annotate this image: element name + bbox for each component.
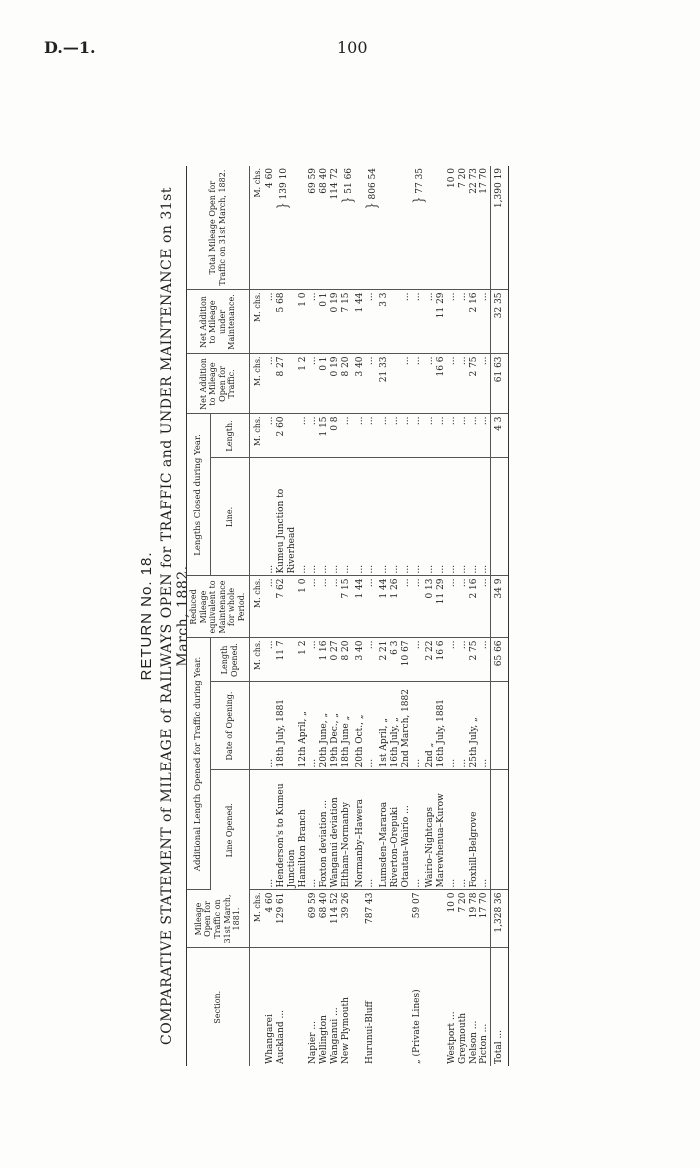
length-opened-cell: ... <box>308 638 319 682</box>
net-open-cell: 0 19 <box>330 354 341 414</box>
open-1881-cell: 4 60 <box>265 890 276 948</box>
net-open-cell: ... <box>425 354 436 414</box>
section-cell: Nelson ... <box>468 1020 479 1064</box>
length-opened-cell: 2 21 <box>379 638 390 682</box>
closed-line-cell: ... <box>390 458 401 576</box>
total-1882-cell <box>425 166 436 290</box>
closed-line-cell: ... <box>379 458 390 576</box>
line-opened-cell: Otautau–Wairio ... <box>401 770 412 890</box>
total-1882-value: 51 66 <box>343 167 354 194</box>
header-net-maint: Net Addition to Mileage under Maintenance. <box>187 290 250 354</box>
reduced-cell: ... <box>458 576 469 638</box>
net-open-cell: ... <box>447 354 458 414</box>
header-length-opened: Length Opened. <box>211 638 249 682</box>
net-maint-cell: ... <box>479 290 490 354</box>
line-opened-cell: ... <box>412 770 426 890</box>
reduced-cell: ... <box>365 576 379 638</box>
closed-line-cell: ... <box>330 458 341 576</box>
section-cell: Greymouth <box>457 1012 468 1064</box>
length-opened-cell: 11 7 <box>276 638 298 682</box>
open-1881-cell: 787 43 <box>365 890 379 948</box>
header-closed-length: Length. <box>211 414 249 458</box>
length-opened-cell: 10 67 <box>401 638 412 682</box>
table-row <box>330 166 341 1066</box>
date-opening-cell: 1st April, „ <box>379 682 390 770</box>
closed-line-cell: ... <box>436 458 447 576</box>
closed-length-cell: ... <box>447 414 458 458</box>
closed-length-cell: ... <box>412 414 426 458</box>
closed-length-cell: 0 8 <box>330 414 341 458</box>
total-open-1881: 1,328 36 <box>491 890 509 948</box>
line-opened-cell: Riverton–Orepuki <box>390 770 401 890</box>
length-opened-cell: 6 3 <box>390 638 401 682</box>
open-1881-cell: 7 20 <box>458 890 469 948</box>
closed-line-cell: ... <box>298 458 309 576</box>
unit-cell: M. chs. <box>249 890 265 948</box>
open-1881-cell: 17 70 <box>479 890 490 948</box>
brace-icon: } <box>409 196 427 204</box>
closed-length-cell: 2 60 <box>276 414 298 458</box>
open-1881-cell <box>425 890 436 948</box>
section-cell: Wellington <box>319 1015 330 1064</box>
section-cell: Westport ... <box>446 1011 457 1064</box>
line-opened-cell: ... <box>308 770 319 890</box>
open-1881-cell: 19 78 <box>469 890 480 948</box>
net-open-cell <box>390 354 401 414</box>
net-open-cell: ... <box>479 354 490 414</box>
table-row <box>458 166 469 1066</box>
net-maint-cell: 3 3 <box>379 290 390 354</box>
closed-line-cell: ... <box>308 458 319 576</box>
section-cell: Auckland ... <box>275 1009 286 1064</box>
closed-length-cell: ... <box>479 414 490 458</box>
line-opened-cell: ... <box>265 770 276 890</box>
open-1881-cell <box>379 890 390 948</box>
closed-line-cell: ... <box>319 458 330 576</box>
unit-cell: M. chs. <box>249 414 265 458</box>
total-1882-cell <box>355 166 366 290</box>
unit-cell: M. chs. <box>249 576 265 638</box>
date-opening-cell: 20th June, „ <box>319 682 330 770</box>
total-1882-cell <box>273 166 298 290</box>
length-opened-cell: ... <box>412 638 426 682</box>
closed-line-cell: ... <box>401 458 412 576</box>
net-open-cell: 8 20 <box>341 354 355 414</box>
unit-cell: M. chs. <box>249 638 265 682</box>
unit-cell: M. chs. <box>249 354 265 414</box>
table-row <box>265 166 276 1066</box>
section-cell: Whangarei <box>265 1014 276 1064</box>
brace-icon: } <box>363 202 381 210</box>
net-open-cell: 16 6 <box>436 354 447 414</box>
net-maint-cell <box>390 290 401 354</box>
length-opened-cell: ... <box>447 638 458 682</box>
total-1882-value: 139 10 <box>278 167 289 200</box>
page-number: 100 <box>337 38 368 57</box>
section-cell <box>390 948 401 1066</box>
total-1882-cell <box>338 166 356 290</box>
reduced-cell: 1 44 <box>355 576 366 638</box>
closed-length-cell: ... <box>436 414 447 458</box>
date-opening-cell: 25th July, „ <box>469 682 480 770</box>
net-open-cell: ... <box>365 354 379 414</box>
total-1882-cell: 69 59 <box>308 166 319 290</box>
reduced-cell: 1 0 <box>298 576 309 638</box>
open-1881-cell: 68 40 <box>319 890 330 948</box>
net-open-cell: 3 40 <box>355 354 366 414</box>
statement-title: COMPARATIVE STATEMENT of MILEAGE of RAILWAYS OPEN for TRAFFIC and UNDER MAINTENANCE on 31st March, 1882. <box>159 187 191 1045</box>
section-cell <box>298 948 309 1066</box>
length-opened-cell: 3 40 <box>355 638 366 682</box>
reduced-cell: 1 26 <box>390 576 401 638</box>
length-opened-cell: 8 20 <box>341 638 355 682</box>
header-line-opened: Line Opened. <box>211 770 249 890</box>
header-open-1881: Mileage Open for Traffic on 31st March, 1881. <box>187 890 250 948</box>
date-opening-cell: 12th April, „ <box>298 682 309 770</box>
table-row <box>355 166 366 1066</box>
closed-line-cell: ... <box>425 458 436 576</box>
line-opened-cell: Lumsden–Mararoa <box>379 770 390 890</box>
section-cell <box>436 948 447 1066</box>
total-1882-cell: 114 72 <box>330 166 341 290</box>
net-maint-cell: 1 0 <box>298 290 309 354</box>
net-open-cell: ... <box>458 354 469 414</box>
closed-length-cell: ... <box>308 414 319 458</box>
date-opening-cell: 18th July, 1881 <box>276 682 298 770</box>
brace-icon: } <box>273 202 291 210</box>
line-opened-cell: Foxhill–Belgrove <box>469 770 480 890</box>
net-open-cell: ... <box>401 354 412 414</box>
net-open-cell: ... <box>412 354 426 414</box>
length-opened-cell: 1 16 <box>319 638 330 682</box>
closed-line-cell: ... <box>479 458 490 576</box>
length-opened-cell: ... <box>458 638 469 682</box>
closed-line-cell: ... <box>458 458 469 576</box>
brace-icon: } <box>338 196 356 204</box>
date-opening-cell: 16th July, 1881 <box>436 682 447 770</box>
section-cell: New Plymouth <box>340 997 351 1064</box>
net-open-cell: 2 75 <box>469 354 480 414</box>
closed-line-cell: ... <box>412 458 426 576</box>
reduced-cell: 1 44 <box>379 576 390 638</box>
open-1881-cell: 69 59 <box>308 890 319 948</box>
open-1881-cell: 59 07 <box>412 890 426 948</box>
table-row <box>365 166 379 1066</box>
total-1882-value: 806 54 <box>368 167 379 200</box>
net-maint-cell: ... <box>458 290 469 354</box>
length-opened-cell: ... <box>265 638 276 682</box>
table-row <box>447 166 458 1066</box>
closed-length-cell: ... <box>401 414 412 458</box>
net-open-cell: 8 27 <box>276 354 298 414</box>
net-maint-cell: ... <box>447 290 458 354</box>
date-opening-cell: ... <box>479 682 490 770</box>
reduced-cell: ... <box>447 576 458 638</box>
net-maint-cell: ... <box>365 290 379 354</box>
date-opening-cell: 20th Oct., „ <box>355 682 366 770</box>
total-label: Total ... <box>491 948 509 1066</box>
date-opening-cell: 19th Dec., „ <box>330 682 341 770</box>
table-row <box>401 166 412 1066</box>
line-opened-cell: ... <box>458 770 469 890</box>
closed-line-cell: ... <box>365 458 379 576</box>
total-1882-cell: 4 60 <box>265 166 276 290</box>
net-maint-cell: 5 68 <box>276 290 298 354</box>
open-1881-cell: 10 0 <box>447 890 458 948</box>
table-row <box>479 166 490 1066</box>
reduced-cell: ... <box>479 576 490 638</box>
total-1882: 1,390 19 <box>491 166 509 290</box>
units-row <box>249 166 265 1066</box>
total-1882-cell <box>401 166 412 290</box>
total-reduced: 34 9 <box>491 576 509 638</box>
table-row <box>469 166 480 1066</box>
net-open-cell: ... <box>265 354 276 414</box>
closed-length-cell: ... <box>265 414 276 458</box>
open-1881-cell: 39 26 <box>341 890 355 948</box>
closed-length-cell: ... <box>469 414 480 458</box>
net-open-cell: ... <box>308 354 319 414</box>
header-section: Section. <box>187 948 250 1066</box>
line-opened-cell: ... <box>365 770 379 890</box>
table-row <box>341 166 355 1066</box>
page-reference: D.—1. <box>44 38 96 57</box>
closed-line-cell: Kumeu Junction to Riverhead <box>276 458 298 576</box>
open-1881-cell <box>390 890 401 948</box>
net-open-cell: 0 1 <box>319 354 330 414</box>
line-opened-cell: ... <box>479 770 490 890</box>
net-open-cell: 21 33 <box>379 354 390 414</box>
total-net-maint: 32 35 <box>491 290 509 354</box>
table-row <box>390 166 401 1066</box>
unit-cell: M. chs. <box>249 166 265 290</box>
net-maint-cell: 11 29 <box>436 290 447 354</box>
total-net-open: 61 63 <box>491 354 509 414</box>
section-cell: Wanganui ... <box>329 1007 340 1064</box>
reduced-cell: 0 13 <box>425 576 436 638</box>
date-opening-cell: ... <box>412 682 426 770</box>
line-opened-cell: Hamilton Branch <box>298 770 309 890</box>
table-row <box>276 166 298 1066</box>
line-opened-cell: Foxton deviation ... <box>319 770 330 890</box>
length-opened-cell: 2 75 <box>469 638 480 682</box>
total-row <box>491 166 509 1066</box>
closed-line-cell: ... <box>265 458 276 576</box>
total-1882-cell <box>365 166 379 290</box>
net-maint-cell: 7 15 <box>341 290 355 354</box>
net-maint-cell: 1 44 <box>355 290 366 354</box>
closed-length-cell: ... <box>341 414 355 458</box>
line-opened-cell: Normanby–Hawera <box>355 770 366 890</box>
mileage-table <box>186 166 509 1066</box>
net-maint-cell: ... <box>401 290 412 354</box>
reduced-cell: ... <box>319 576 330 638</box>
section-cell <box>425 948 436 1066</box>
header-closed-line: Line. <box>211 458 249 576</box>
table-row <box>379 166 390 1066</box>
section-cell: Napier ... <box>308 1021 319 1064</box>
reduced-cell: ... <box>401 576 412 638</box>
net-maint-cell: ... <box>265 290 276 354</box>
table-row <box>425 166 436 1066</box>
rotated-return <box>138 166 558 1066</box>
total-length-opened: 65 66 <box>491 638 509 682</box>
length-opened-cell: 0 27 <box>330 638 341 682</box>
header-closed-group: Lengths Closed during Year. <box>187 414 211 576</box>
closed-length-cell: ... <box>390 414 401 458</box>
total-1882-cell: 68 40 <box>319 166 330 290</box>
net-maint-cell: ... <box>412 290 426 354</box>
reduced-cell: 2 16 <box>469 576 480 638</box>
net-maint-cell: 2 16 <box>469 290 480 354</box>
net-maint-cell: 0 1 <box>319 290 330 354</box>
table-row <box>298 166 309 1066</box>
line-opened-cell: Wairio–Nightcaps <box>425 770 436 890</box>
total-1882-cell <box>409 166 427 290</box>
date-opening-cell: 18th June „ <box>341 682 355 770</box>
reduced-cell: 11 29 <box>436 576 447 638</box>
table-row <box>412 166 426 1066</box>
date-opening-cell: 2nd „ <box>425 682 436 770</box>
header-reduced: Reduced Mileage equivalent to Maintenance for whole Period. <box>187 576 250 638</box>
closed-length-cell: ... <box>379 414 390 458</box>
line-opened-cell: Marewhenua–Kurow <box>436 770 447 890</box>
header-additional-group: Additional Length Opened for Traffic during Year. <box>187 638 211 890</box>
section-cell <box>379 948 390 1066</box>
total-closed-line <box>491 458 509 576</box>
length-opened-cell: 1 2 <box>298 638 309 682</box>
date-opening-cell: 2nd March, 1882 <box>401 682 412 770</box>
table-row <box>436 166 447 1066</box>
closed-length-cell: ... <box>458 414 469 458</box>
unit-cell: M. chs. <box>249 290 265 354</box>
reduced-cell: ... <box>265 576 276 638</box>
total-1882-cell <box>379 166 390 290</box>
table-row <box>319 166 330 1066</box>
date-opening-cell: ... <box>308 682 319 770</box>
header-net-open: Net Addition to Mileage Open for Traffic. <box>187 354 250 414</box>
line-opened-cell: Wanganui deviation <box>330 770 341 890</box>
total-1882-cell: 17 70 <box>479 166 490 290</box>
closed-line-cell: ... <box>469 458 480 576</box>
closed-length-cell: ... <box>355 414 366 458</box>
closed-length-cell: ... <box>365 414 379 458</box>
length-opened-cell: ... <box>479 638 490 682</box>
date-opening-cell: ... <box>458 682 469 770</box>
line-opened-cell: Henderson's to Kumeu Junction <box>276 770 298 890</box>
header-total-1882: Total Mileage Open for Traffic on 31st March, 1882. <box>187 166 250 290</box>
return-title: RETURN No. 18. <box>138 551 155 681</box>
closed-length-cell: 1 15 <box>319 414 330 458</box>
total-1882-cell <box>298 166 309 290</box>
line-opened-cell: ... <box>447 770 458 890</box>
length-opened-cell: 16 6 <box>436 638 447 682</box>
total-1882-cell: 22 73 <box>469 166 480 290</box>
date-opening-cell: ... <box>365 682 379 770</box>
reduced-cell: 7 15 <box>341 576 355 638</box>
open-1881-cell <box>355 890 366 948</box>
closed-line-cell: ... <box>341 458 355 576</box>
length-opened-cell: ... <box>365 638 379 682</box>
open-1881-cell: 114 52 <box>330 890 341 948</box>
line-opened-cell: Eltham–Normanby <box>341 770 355 890</box>
open-1881-cell <box>298 890 309 948</box>
closed-line-cell: ... <box>355 458 366 576</box>
net-maint-cell: ... <box>308 290 319 354</box>
section-cell <box>355 948 366 1066</box>
reduced-cell: ... <box>330 576 341 638</box>
section-cell: Picton ... <box>479 1023 490 1064</box>
net-maint-cell: ... <box>425 290 436 354</box>
total-closed-length: 4 3 <box>491 414 509 458</box>
open-1881-cell <box>401 890 412 948</box>
net-maint-cell: 0 19 <box>330 290 341 354</box>
section-cell: „ (Private Lines) <box>411 989 422 1064</box>
date-opening-cell: 16th July, „ <box>390 682 401 770</box>
closed-length-cell: ... <box>425 414 436 458</box>
date-opening-cell: ... <box>447 682 458 770</box>
length-opened-cell: 2 22 <box>425 638 436 682</box>
total-1882-cell: 7 20 <box>458 166 469 290</box>
table-row <box>308 166 319 1066</box>
reduced-cell: ... <box>412 576 426 638</box>
closed-line-cell: ... <box>447 458 458 576</box>
section-cell <box>401 948 412 1066</box>
open-1881-cell <box>436 890 447 948</box>
total-1882-cell <box>436 166 447 290</box>
reduced-cell: 7 62 <box>276 576 298 638</box>
total-1882-cell <box>390 166 401 290</box>
date-opening-cell: ... <box>265 682 276 770</box>
net-open-cell: 1 2 <box>298 354 309 414</box>
closed-length-cell: ... <box>298 414 309 458</box>
header-date-opening: Date of Opening. <box>211 682 249 770</box>
total-1882-value: 77 35 <box>414 167 425 194</box>
open-1881-cell: 129 61 <box>276 890 298 948</box>
section-cell: Hurunui-Bluff <box>365 1001 376 1064</box>
reduced-cell: ... <box>308 576 319 638</box>
total-1882-cell: 10 0 <box>447 166 458 290</box>
